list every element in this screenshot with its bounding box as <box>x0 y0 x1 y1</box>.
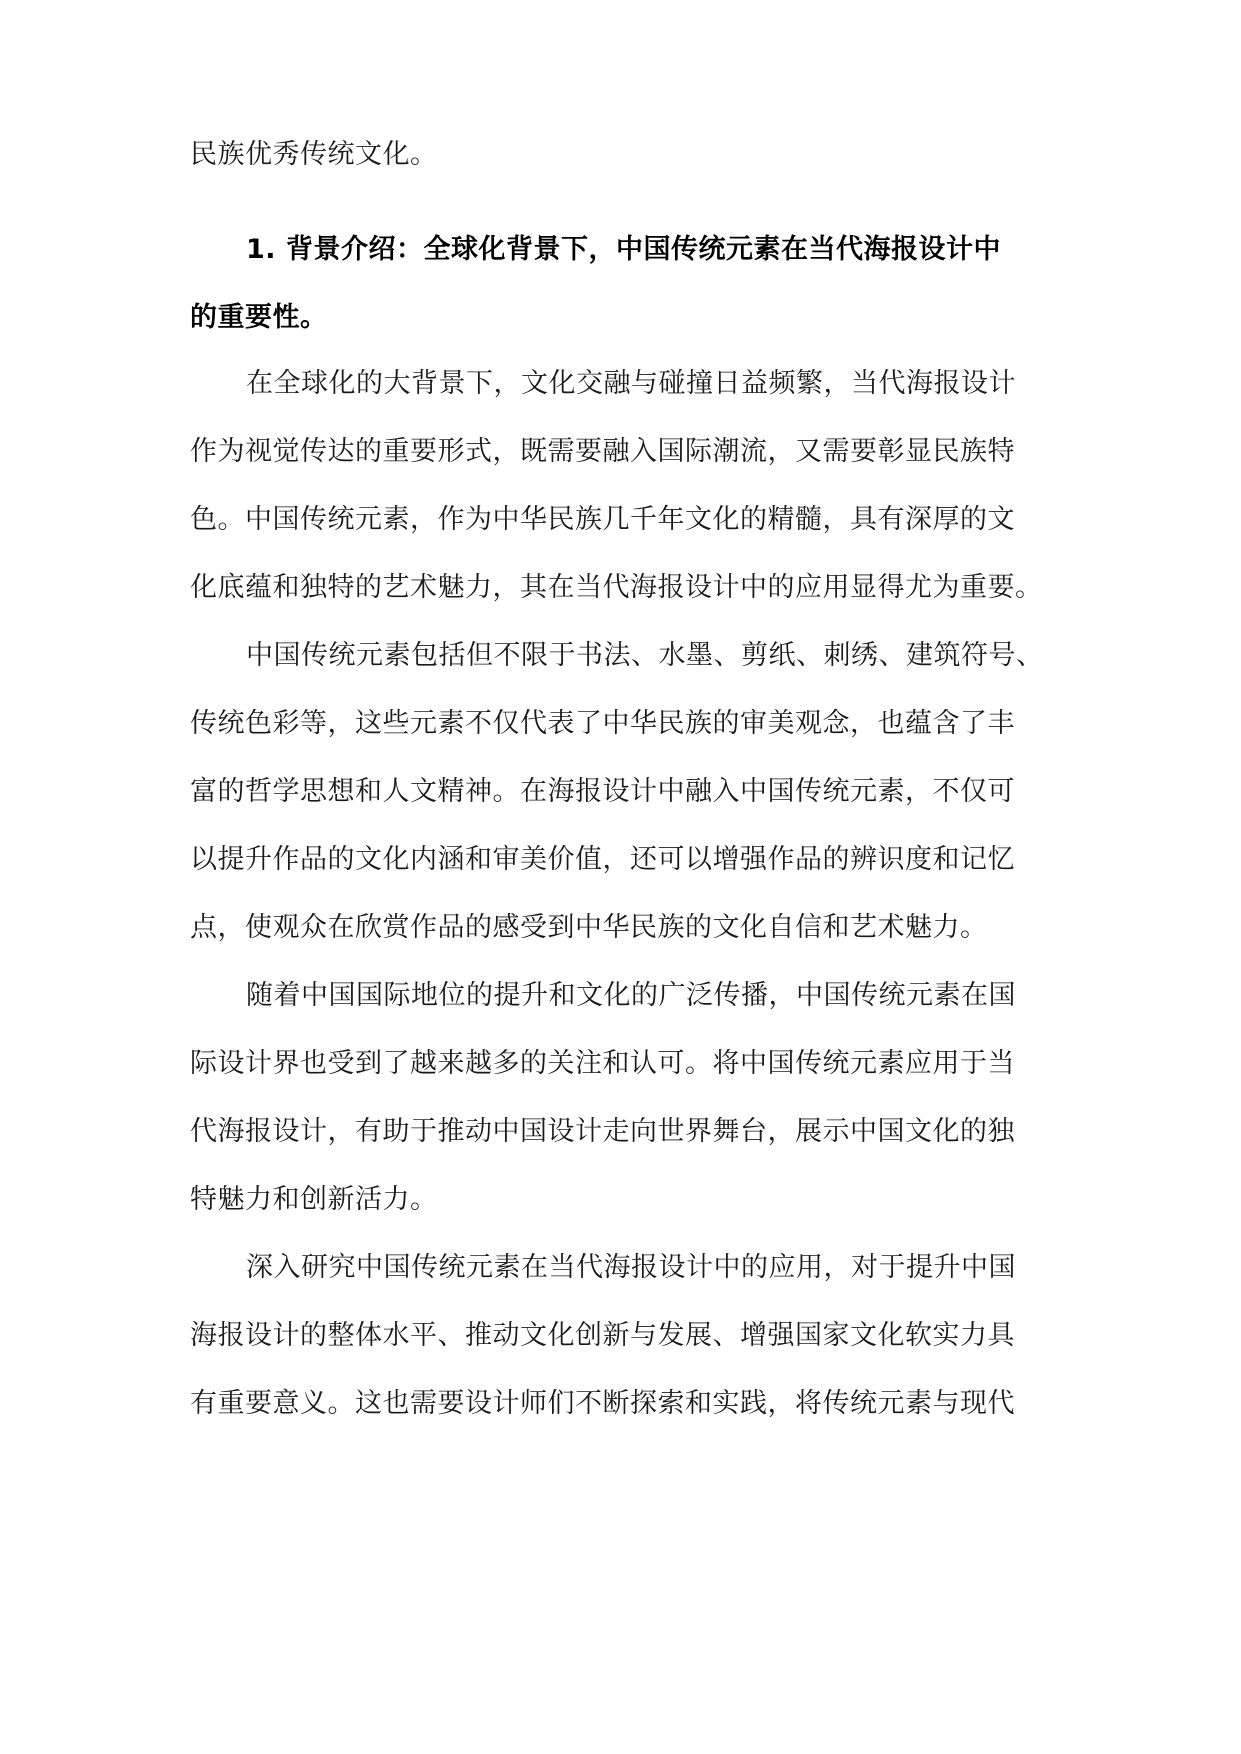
paragraph-line: 作为视觉传达的重要形式，既需要融入国际潮流，又需要彰显民族特 <box>190 436 1015 467</box>
paragraph-line: 深入研究中国传统元素在当代海报设计中的应用，对于提升中国 <box>246 1252 1016 1283</box>
paragraph-line: 海报设计的整体水平、推动文化创新与发展、增强国家文化软实力具 <box>190 1320 1015 1351</box>
paragraph-line: 富的哲学思想和人文精神。在海报设计中融入中国传统元素，不仅可 <box>190 776 1015 807</box>
paragraph-line: 化底蕴和独特的艺术魅力，其在当代海报设计中的应用显得尤为重要。 <box>190 572 1043 603</box>
paragraph-line: 点，使观众在欣赏作品的感受到中华民族的文化自信和艺术魅力。 <box>190 912 988 943</box>
paragraph-line: 代海报设计，有助于推动中国设计走向世界舞台，展示中国文化的独 <box>190 1116 1015 1147</box>
section-heading-continued: 的重要性。 <box>190 302 328 333</box>
text-line: 民族优秀传统文化。 <box>190 139 438 170</box>
section-heading: 1. 背景介绍：全球化背景下，中国传统元素在当代海报设计中 <box>246 234 1001 265</box>
paragraph-line: 特魅力和创新活力。 <box>190 1184 438 1215</box>
paragraph-line: 中国传统元素包括但不限于书法、水墨、剪纸、刺绣、建筑符号、 <box>246 640 1044 671</box>
paragraph-line: 际设计界也受到了越来越多的关注和认可。将中国传统元素应用于当 <box>190 1048 1015 1079</box>
paragraph-line: 在全球化的大背景下，文化交融与碰撞日益频繁，当代海报设计 <box>246 368 1016 399</box>
paragraph-line: 有重要意义。这也需要设计师们不断探索和实践，将传统元素与现代 <box>190 1388 1015 1419</box>
paragraph-line: 传统色彩等，这些元素不仅代表了中华民族的审美观念，也蕴含了丰 <box>190 708 1015 739</box>
paragraph-line: 以提升作品的文化内涵和审美价值，还可以增强作品的辨识度和记忆 <box>190 844 1015 875</box>
paragraph-line: 随着中国国际地位的提升和文化的广泛传播，中国传统元素在国 <box>246 980 1016 1011</box>
paragraph-line: 色。中国传统元素，作为中华民族几千年文化的精髓，具有深厚的文 <box>190 504 1015 535</box>
